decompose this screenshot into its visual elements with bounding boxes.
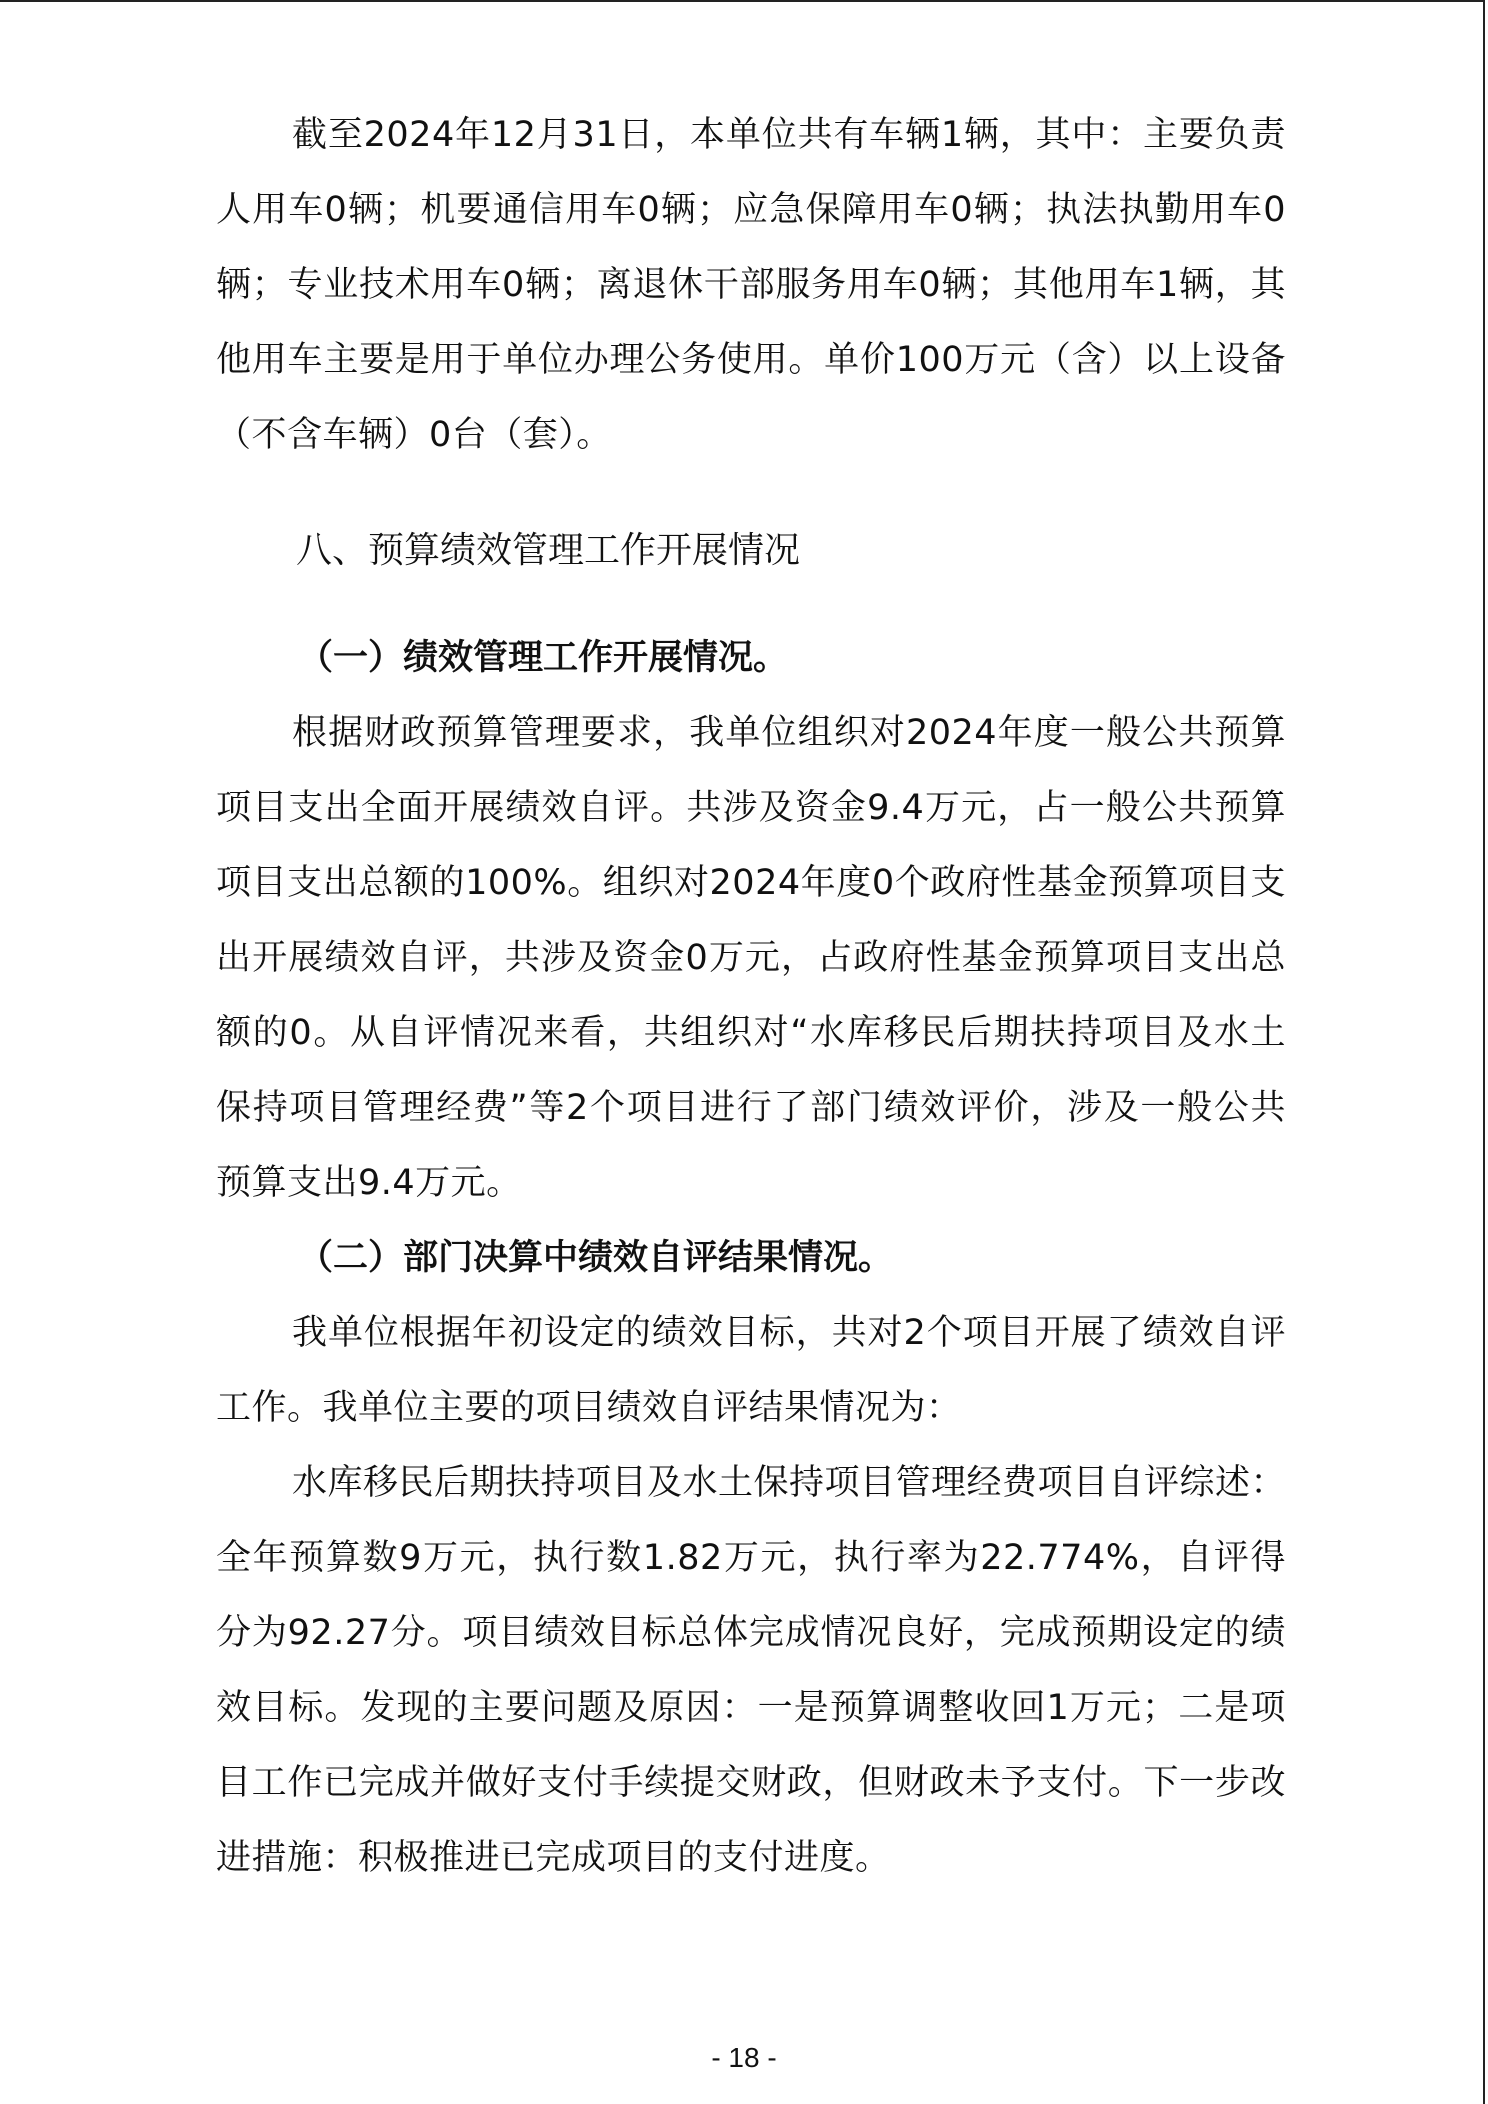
document-body bbox=[216, 98, 1286, 1896]
page-number: - 18 - bbox=[711, 2042, 777, 2073]
subsection2-paragraph1: 我单位根据年初设定的绩效目标，共对2个项目开展了绩效自评工作。我单位主要的项目绩效自评结果情况为： bbox=[216, 1313, 1286, 1428]
subsection2-paragraph2: 水库移民后期扶持项目及水土保持项目管理经费项目自评综述：全年预算数9万元，执行数1.82万元，执行率为22.774%，自评得分为92.27分。项目绩效目标总体完成情况良好，完成预期设定的绩效目标。发现的主要问题及原因：一是预算调整收回1万元；二是项目工作已完成并做好支付手续提交财政，但财政未予支付。下一步改进措施：积极推进已完成项目的支付进度。 bbox=[216, 1463, 1287, 1878]
subsection1-paragraph: 根据财政预算管理要求，我单位组织对2024年度一般公共预算项目支出全面开展绩效自评。共涉及资金9.4万元，占一般公共预算项目支出总额的100%。组织对2024年度0个政府性基金预算项目支出开展绩效自评，共涉及资金0万元，占政府性基金预算项目支出总额的0。从自评情况来看，共组织对“水库移民后期扶持项目及水土保持项目管理经费”等2个项目进行了部门绩效评价，涉及一般公共预算支出9.4万元。 bbox=[216, 713, 1286, 1203]
subsection1-heading: （一）绩效管理工作开展情况。 bbox=[298, 638, 789, 678]
subsection2-heading: （二）部门决算中绩效自评结果情况。 bbox=[298, 1238, 894, 1278]
section-heading: 八、预算绩效管理工作开展情况 bbox=[296, 530, 801, 571]
vehicle-paragraph: 截至2024年12月31日，本单位共有车辆1辆，其中：主要负责人用车0辆；机要通信用车0辆；应急保障用车0辆；执法执勤用车0辆；专业技术用车0辆；离退休干部服务用车0辆；其他用车1辆，其他用车主要是用于单位办理公务使用。单价100万元（含）以上设备（不含车辆）0台（套）。 bbox=[216, 115, 1286, 455]
